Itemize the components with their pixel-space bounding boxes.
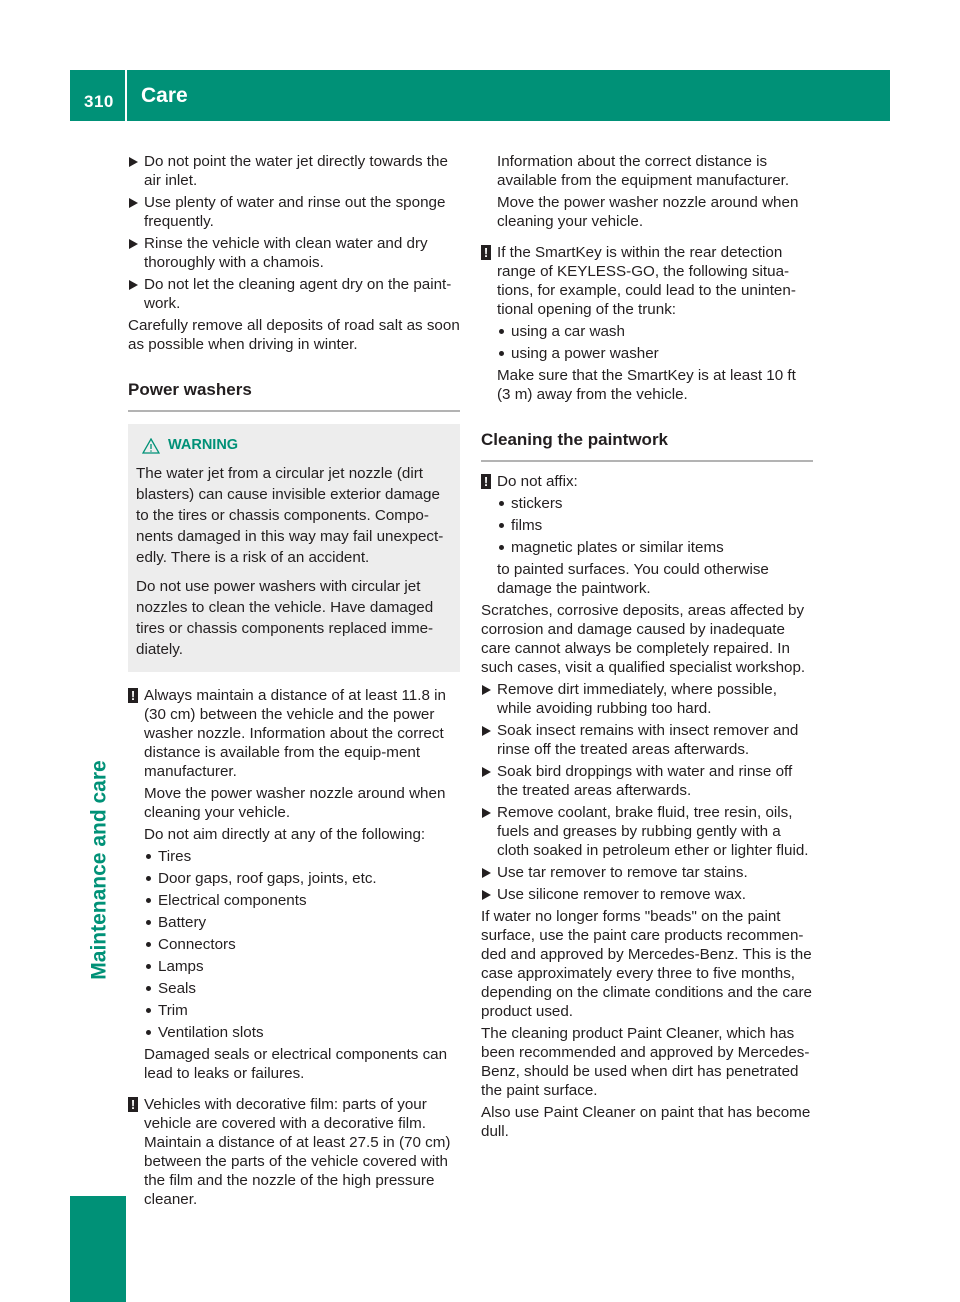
- header-divider: [125, 70, 127, 121]
- arrow-icon: [482, 767, 491, 777]
- bullet-icon: [499, 545, 504, 550]
- instruction-step: [128, 275, 460, 313]
- notice: [481, 472, 813, 491]
- notice-text: Do not affix:: [497, 473, 578, 490]
- bullet-icon: [499, 351, 504, 356]
- beads-paragraph: If water no longer forms "beads" on the paint surface, use the paint care products recommen-ded and approved by Mercedes-Benz. This is the case approximately every three to five months, depending on the climate conditions and the care product used.: [481, 908, 812, 1020]
- list-item: Connectors: [128, 935, 460, 954]
- paint-cleaner-paragraph: The cleaning product Paint Cleaner, which has been recommended and approved by Mercedes-Benz, should be used when dirt has penetrated the paint surface.: [481, 1025, 810, 1099]
- list-item: Lamps: [128, 957, 460, 976]
- notice-text: Vehicles with decorative film: parts of your vehicle are covered with a decorative film. Maintain a distance of at least 27.5 in (70 cm) between the parts of the vehicle covered with the film and the nozzle of the high pressure cleaner.: [144, 1096, 451, 1208]
- instruction-step: [481, 762, 813, 800]
- warning-title: WARNING: [168, 437, 239, 453]
- notice-text: to painted surfaces. You could otherwise damage the paintwork.: [497, 561, 769, 597]
- left-column: [128, 152, 460, 1212]
- warning-box: [128, 424, 460, 672]
- list-item: Door gaps, roof gaps, joints, etc.: [128, 869, 460, 888]
- step-text: Use silicone remover to remove wax.: [497, 886, 746, 903]
- list-item: Tires: [128, 847, 460, 866]
- step-text: Soak bird droppings with water and rinse off the treated areas afterwards.: [497, 763, 793, 799]
- arrow-icon: [129, 157, 138, 167]
- arrow-icon: [482, 726, 491, 736]
- arrow-icon: [482, 868, 491, 878]
- notice: [128, 686, 460, 781]
- arrow-icon: [482, 685, 491, 695]
- page-number: 310: [84, 92, 114, 111]
- header-bar: [70, 70, 890, 121]
- bullet-icon: [146, 964, 151, 969]
- instruction-step: [128, 193, 460, 231]
- list-item: magnetic plates or similar items: [481, 538, 813, 557]
- arrow-icon: [129, 239, 138, 249]
- bullet-icon: [146, 920, 151, 925]
- bullet-icon: [499, 501, 504, 506]
- arrow-icon: [129, 198, 138, 208]
- list-item: using a power washer: [481, 344, 813, 363]
- instruction-step: [481, 721, 813, 759]
- right-column: [481, 152, 813, 1144]
- instruction-step: [481, 803, 813, 860]
- section-title: Care: [141, 84, 188, 107]
- notice-text: Damaged seals or electrical components can lead to leaks or failures.: [144, 1046, 448, 1082]
- bullet-icon: [146, 986, 151, 991]
- arrow-icon: [482, 808, 491, 818]
- exclamation-icon: !: [128, 688, 138, 703]
- step-text: Do not point the water jet directly towards the air inlet.: [144, 153, 448, 189]
- road-salt-paragraph: Carefully remove all deposits of road salt as soon as possible when driving in winter.: [128, 317, 460, 353]
- instruction-step: [128, 152, 460, 190]
- scratches-paragraph: Scratches, corrosive deposits, areas affected by corrosion and damage caused by inadequate care cannot always be completely repaired. In such cases, visit a qualified specialist workshop.: [481, 602, 806, 676]
- arrow-icon: [129, 280, 138, 290]
- bullet-icon: [499, 329, 504, 334]
- list-item: Ventilation slots: [128, 1023, 460, 1042]
- notice: [128, 1095, 460, 1209]
- notice: [481, 243, 813, 319]
- instruction-step: [481, 863, 813, 882]
- notice-text: If the SmartKey is within the rear detection range of KEYLESS-GO, the following situa-tions, for example, could lead to the uninten-tional opening of the trunk:: [497, 244, 796, 318]
- arrow-icon: [482, 890, 491, 900]
- bullet-icon: [146, 854, 151, 859]
- step-text: Do not let the cleaning agent dry on the paint-work.: [144, 276, 452, 312]
- info-text: Move the power washer nozzle around when cleaning your vehicle.: [497, 194, 799, 230]
- heading-cleaning-paintwork: Cleaning the paintwork: [481, 430, 813, 462]
- info-text: Information about the correct distance is available from the equipment manufacturer.: [497, 153, 790, 189]
- heading-power-washers: Power washers: [128, 380, 460, 412]
- warning-header: [136, 436, 450, 455]
- bullet-icon: [146, 898, 151, 903]
- list-item: stickers: [481, 494, 813, 513]
- warning-text: The water jet from a circular jet nozzle (dirt blasters) can cause invisible exterior damage to the tires or chassis components. Compo-nents damaged in this way may fail unexpect-edly. There is a risk of an accident.: [136, 465, 444, 566]
- step-text: Remove coolant, brake fluid, tree resin, oils, fuels and greases by rubbing gently with a cloth soaked in petroleum ether or lighter fluid.: [497, 804, 809, 859]
- warning-text: Do not use power washers with circular jet nozzles to clean the vehicle. Have damaged tires or chassis components replaced imme-diately.: [136, 578, 434, 658]
- bullet-icon: [146, 1030, 151, 1035]
- notice-text: Make sure that the SmartKey is at least 10 ft (3 m) away from the vehicle.: [497, 367, 796, 403]
- exclamation-icon: !: [481, 245, 491, 260]
- exclamation-icon: !: [128, 1097, 138, 1112]
- list-item: Trim: [128, 1001, 460, 1020]
- list-item: Electrical components: [128, 891, 460, 910]
- notice-text: Move the power washer nozzle around when cleaning your vehicle.: [144, 785, 446, 821]
- bullet-icon: [146, 942, 151, 947]
- step-text: Use tar remover to remove tar stains.: [497, 864, 748, 881]
- list-item: using a car wash: [481, 322, 813, 341]
- bullet-icon: [146, 876, 151, 881]
- notice-text: Do not aim directly at any of the following:: [144, 826, 426, 843]
- warning-triangle-icon: [142, 438, 160, 454]
- chapter-label: Maintenance and care: [87, 760, 111, 980]
- instruction-step: [481, 885, 813, 904]
- bullet-icon: [146, 1008, 151, 1013]
- notice-text: Always maintain a distance of at least 11.8 in (30 cm) between the vehicle and the power washer nozzle. Information about the correct distance is available from the equip-ment manufacturer.: [144, 687, 446, 780]
- step-text: Rinse the vehicle with clean water and dry thoroughly with a chamois.: [144, 235, 428, 271]
- chapter-tab: [70, 1196, 126, 1302]
- exclamation-icon: !: [481, 474, 491, 489]
- list-item: films: [481, 516, 813, 535]
- list-item: Seals: [128, 979, 460, 998]
- dull-paint-paragraph: Also use Paint Cleaner on paint that has become dull.: [481, 1104, 811, 1140]
- list-item: Battery: [128, 913, 460, 932]
- bullet-icon: [499, 523, 504, 528]
- step-text: Remove dirt immediately, where possible, while avoiding rubbing too hard.: [497, 681, 777, 717]
- instruction-step: [128, 234, 460, 272]
- step-text: Soak insect remains with insect remover and rinse off the treated areas afterwards.: [497, 722, 799, 758]
- instruction-step: [481, 680, 813, 718]
- step-text: Use plenty of water and rinse out the sponge frequently.: [144, 194, 446, 230]
